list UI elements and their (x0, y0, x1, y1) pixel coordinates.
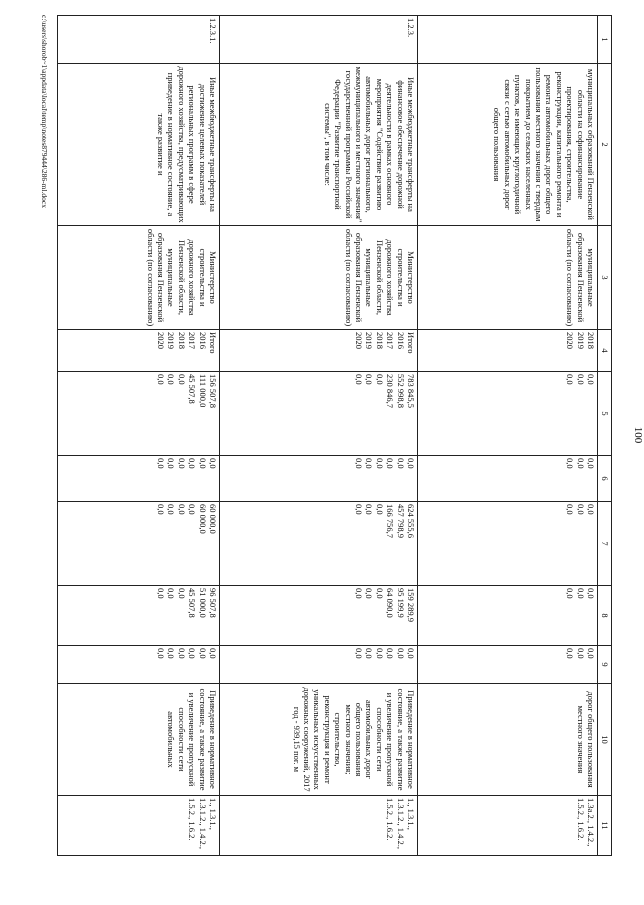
column-number: 4 (598, 330, 612, 372)
col8-values (220, 586, 418, 646)
amount-value: 0,0 (176, 458, 187, 469)
year-list (220, 330, 418, 372)
table-row (418, 16, 598, 856)
amount-value: 0,0 (565, 588, 576, 599)
total-funding-values (58, 372, 220, 456)
year-value: 2019 (575, 332, 586, 349)
year-list (58, 330, 220, 372)
amount-value: 0,0 (385, 458, 396, 469)
amount-value: 0,0 (176, 588, 187, 599)
amount-value: 0,0 (565, 458, 576, 469)
amount-value: 0,0 (565, 648, 576, 659)
year-value: 2019 (364, 332, 375, 349)
amount-value: 624 555,6 (406, 504, 416, 538)
col9-values (418, 646, 598, 684)
amount-value: 0,0 (166, 458, 177, 469)
amount-value: 0,0 (586, 374, 596, 385)
col7-values (220, 502, 418, 586)
amount-value: 166 756,7 (385, 504, 396, 538)
column-number: 6 (598, 456, 612, 502)
amount-value: 0,0 (208, 648, 218, 659)
year-value: 2017 (187, 332, 198, 349)
row-number (418, 16, 598, 64)
col8-values (58, 586, 220, 646)
amount-value: 0,0 (575, 648, 586, 659)
amount-value: 457 798,9 (395, 504, 406, 538)
column-number: 1 (598, 16, 612, 64)
amount-value: 0,0 (374, 588, 385, 599)
amount-value: 0,0 (166, 588, 177, 599)
amount-value: 0,0 (364, 588, 375, 599)
col6-values (58, 456, 220, 502)
amount-value: 0,0 (187, 648, 198, 659)
year-value: 2017 (385, 332, 396, 349)
indicator-links: 1., 1.3.1., 1.3.1.2., 1.4.2., 1.5.2., 1.6.2. (58, 796, 220, 856)
amount-value: 0,0 (586, 504, 596, 515)
year-value: 2020 (565, 332, 576, 349)
year-value: 2019 (166, 332, 177, 349)
expected-result: дорог общего пользования местного значения (418, 684, 598, 796)
year-value: Итого (208, 332, 218, 354)
file-path-footer: c:\users\shorob~1\appdata\local\temp\notes879444\286-ml.docx (40, 15, 49, 208)
amount-value: 0,0 (155, 588, 166, 599)
amount-value: 95 199,9 (395, 588, 406, 618)
amount-value: 0,0 (364, 504, 375, 515)
amount-value: 0,0 (575, 588, 586, 599)
col9-values (220, 646, 418, 684)
col6-values (220, 456, 418, 502)
amount-value: 0,0 (374, 374, 385, 385)
column-number: 9 (598, 646, 612, 684)
amount-value: 0,0 (166, 374, 177, 385)
amount-value: 0,0 (353, 648, 364, 659)
row-number: 1.2.3. (220, 16, 418, 64)
executor: Министерство строительства и дорожного хозяйства Пензенской области, муниципальные образования Пензенской области (по согласованию) (220, 226, 418, 330)
amount-value: 0,0 (187, 504, 198, 515)
year-value: 2018 (176, 332, 187, 349)
column-number: 2 (598, 64, 612, 226)
amount-value: 0,0 (565, 504, 576, 515)
amount-value: 0,0 (166, 504, 177, 515)
amount-value: 0,0 (364, 374, 375, 385)
amount-value: 0,0 (155, 648, 166, 659)
amount-value: 0,0 (187, 458, 198, 469)
amount-value: 64 090,0 (385, 588, 396, 618)
amount-value: 0,0 (395, 458, 406, 469)
amount-value: 230 846,7 (385, 374, 396, 408)
amount-value: 0,0 (155, 374, 166, 385)
amount-value: 0,0 (374, 648, 385, 659)
column-number: 3 (598, 226, 612, 330)
amount-value: 0,0 (374, 504, 385, 515)
col7-values (58, 502, 220, 586)
amount-value: 156 507,8 (208, 374, 218, 408)
amount-value: 0,0 (353, 588, 364, 599)
amount-value: 0,0 (385, 648, 396, 659)
amount-value: 159 289,9 (406, 588, 416, 622)
program-activities-table (57, 15, 612, 856)
column-number: 7 (598, 502, 612, 586)
table-row (58, 16, 220, 856)
amount-value: 0,0 (353, 374, 364, 385)
expected-result: Приведение в нормативное состояние, а также развитие и увеличение пропускной способности сети автомобильных (58, 684, 220, 796)
amount-value: 0,0 (406, 458, 416, 469)
year-value: 2016 (197, 332, 208, 349)
year-value: 2020 (353, 332, 364, 349)
amount-value: 0,0 (166, 648, 177, 659)
activity-name: Иные межбюджетные трансферты на достижение целевых показателей региональных программ в сфере дорожного хозяйства, предусматривающих приведение в нормативное состояние, а также развитие и (58, 64, 220, 226)
amount-value: 0,0 (155, 504, 166, 515)
amount-value: 0,0 (575, 504, 586, 515)
amount-value: 0,0 (197, 648, 208, 659)
amount-value: 0,0 (353, 458, 364, 469)
col6-values (418, 456, 598, 502)
amount-value: 51 000,0 (197, 588, 208, 618)
total-funding-values (418, 372, 598, 456)
expected-result: Приведение в нормативное состояние, а также развитие и увеличение пропускной способности сети автомобильных дорог общего пользования местного значения; строительство, реконструкция и ремонт уникальных искусственных дорожных сооружений, 2017 год - 939,15 пог. м (220, 684, 418, 796)
amount-value: 0,0 (197, 458, 208, 469)
amount-value: 0,0 (586, 458, 596, 469)
amount-value: 96 507,8 (208, 588, 218, 618)
amount-value: 45 507,8 (187, 588, 198, 618)
activity-name: муниципальных образований Пензенской области на софинансирование проектирования, строительства, реконструкции, капитального ремонта и ремонта автомобильных дорог общего пользования местного значения с твердым покрытием до сельских населенных пунктов, не имеющих круглогодичной связи с сетью автомобильных дорог общего пользования (418, 64, 598, 226)
amount-value: 0,0 (208, 458, 218, 469)
executor: Министерство строительства и дорожного хозяйства Пензенской области, муниципальные образования Пензенской области (по согласованию) (58, 226, 220, 330)
indicator-links: 1.3а.2., 1.4.2., 1.5.2., 1.6.2. (418, 796, 598, 856)
amount-value: 0,0 (565, 374, 576, 385)
amount-value: 45 507,8 (187, 374, 198, 404)
amount-value: 111 000,0 (197, 374, 208, 408)
amount-value: 0,0 (586, 588, 596, 599)
table-row (220, 16, 418, 856)
column-number: 8 (598, 586, 612, 646)
amount-value: 0,0 (406, 648, 416, 659)
amount-value: 0,0 (155, 458, 166, 469)
column-number: 11 (598, 796, 612, 856)
column-number-row (598, 16, 612, 856)
year-value: 2018 (586, 332, 596, 349)
amount-value: 60 000,0 (197, 504, 208, 534)
column-number: 10 (598, 684, 612, 796)
amount-value: 0,0 (586, 648, 596, 659)
column-number: 5 (598, 372, 612, 456)
amount-value: 60 000,0 (208, 504, 218, 534)
year-value: 2018 (374, 332, 385, 349)
executor: муниципальные образования Пензенской области (по согласованию) (418, 226, 598, 330)
total-funding-values (220, 372, 418, 456)
year-value: 2020 (155, 332, 166, 349)
year-list (418, 330, 598, 372)
amount-value: 0,0 (176, 374, 187, 385)
indicator-links: 1., 1.3.1., 1.3.1.2., 1.4.2., 1.5.2., 1.6.2. (220, 796, 418, 856)
amount-value: 0,0 (176, 504, 187, 515)
col9-values (58, 646, 220, 684)
year-value: 2016 (395, 332, 406, 349)
rotated-landscape-sheet (40, 15, 644, 855)
year-value: Итого (406, 332, 416, 354)
amount-value: 783 845,5 (406, 374, 416, 408)
amount-value: 0,0 (364, 458, 375, 469)
page-number: 100 (632, 426, 644, 444)
amount-value: 0,0 (353, 504, 364, 515)
col7-values (418, 502, 598, 586)
amount-value: 0,0 (575, 374, 586, 385)
row-number: 1.2.3.1. (58, 16, 220, 64)
activity-name: Иные межбюджетные трансферты на финансовое обеспечение дорожной деятельности в рамках основного мероприятия "Содействие развитию автомобильных дорог регионального, межмуниципального и местного значения" государственной программы Российской Федерации "Развитие транспортной системы", в том числе: (220, 64, 418, 226)
amount-value: 0,0 (395, 648, 406, 659)
amount-value: 0,0 (374, 458, 385, 469)
col8-values (418, 586, 598, 646)
amount-value: 0,0 (364, 648, 375, 659)
amount-value: 0,0 (575, 458, 586, 469)
amount-value: 0,0 (176, 648, 187, 659)
amount-value: 552 998,8 (395, 374, 406, 408)
